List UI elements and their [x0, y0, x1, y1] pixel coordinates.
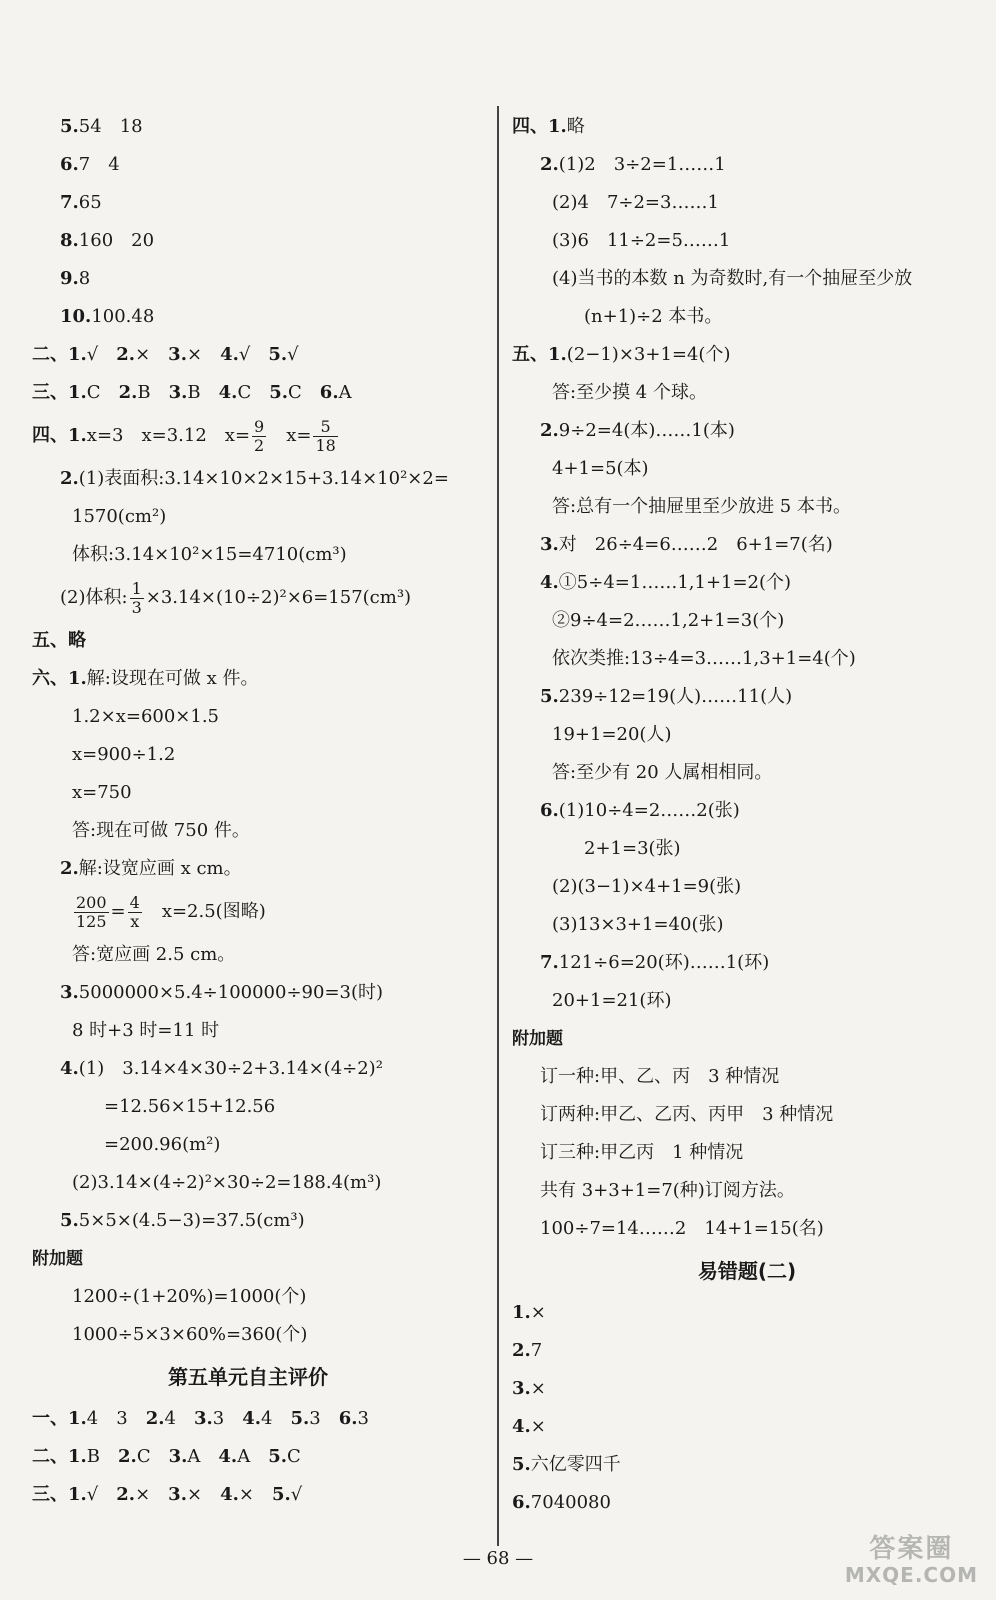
answer-text: 5000000×5.4÷100000÷90=3(时) [78, 982, 384, 1003]
fraction-numerator: 5 [313, 418, 337, 437]
item-number: 4. [60, 1058, 79, 1079]
item-number: 五、略 [32, 630, 86, 651]
answer-text: 易错题(二) [697, 1259, 797, 1283]
item-number: 4. [218, 1446, 238, 1467]
answer-text: × [530, 1302, 546, 1323]
answer-text: 19+1=20(人) [552, 724, 672, 745]
item-number: 5. [271, 1484, 291, 1505]
answer-line [512, 754, 982, 792]
item-number: 6. [512, 1492, 531, 1513]
answer-text: 答:宽应画 2.5 cm。 [72, 944, 236, 965]
item-number: 三、1. [32, 1484, 87, 1505]
answer-text: C [287, 1446, 301, 1467]
answer-text: C [237, 382, 270, 403]
item-number: 2. [116, 344, 136, 365]
answer-text: 对 26÷4=6……2 6+1=7(名) [558, 534, 833, 555]
item-number: 4. [220, 1484, 239, 1505]
answer-text: x=3 x=3.12 x= [86, 425, 251, 446]
answer-line [512, 792, 982, 830]
item-number: 5. [268, 1446, 287, 1467]
fraction-numerator: 1 [131, 578, 142, 598]
answer-text: 54 18 [78, 116, 143, 137]
item-number: 2. [118, 382, 138, 403]
answer-line [8, 1400, 488, 1438]
item-number: 6. [540, 800, 559, 821]
item-number: 2. [540, 154, 559, 175]
answer-line [8, 1088, 488, 1126]
answer-line [8, 1476, 488, 1514]
watermark-url: MXQE.COM [844, 1563, 978, 1587]
answer-line [512, 868, 982, 906]
answer-text: 160 20 [78, 230, 155, 251]
answer-line [8, 1164, 488, 1202]
item-number: 9. [60, 268, 79, 289]
item-number: 2. [145, 1408, 165, 1429]
item-number: 2. [116, 1484, 136, 1505]
answer-text: (n+1)÷2 本书。 [584, 306, 723, 327]
answer-line [8, 1316, 488, 1354]
answer-line [8, 1278, 488, 1316]
item-number: 5. [512, 1454, 531, 1475]
answer-text: × [530, 1416, 546, 1437]
answer-text: (1) 3.14×4×30÷2+3.14×(4÷2)² [78, 1058, 383, 1079]
answer-text: 体积:3.14×10²×15=4710(cm³) [72, 544, 347, 565]
answer-line [8, 536, 488, 574]
answer-text: B [86, 1446, 119, 1467]
item-number: 5. [60, 1210, 79, 1231]
item-number: 3. [168, 344, 187, 365]
answer-text: 1000÷5×3×60%=360(个) [72, 1324, 308, 1345]
answer-line [8, 460, 488, 498]
answer-line [8, 622, 488, 660]
answer-line [512, 1058, 982, 1096]
answer-line [512, 146, 982, 184]
answer-line [8, 736, 488, 774]
item-number: 7. [60, 192, 79, 213]
answer-line [8, 260, 488, 298]
answer-line [8, 498, 488, 536]
answer-line [8, 574, 488, 622]
answer-text: 1570(cm²) [72, 506, 167, 527]
answer-line [512, 184, 982, 222]
answer-line [8, 850, 488, 888]
answer-text: ×3.14×(10÷2)²×6=157(cm³) [145, 587, 412, 608]
answer-text: x= [268, 425, 312, 446]
answer-text: 1200÷(1+20%)=1000(个) [72, 1286, 307, 1307]
item-number: 6. [319, 382, 339, 403]
answer-line [8, 336, 488, 374]
answer-text: 答:至少摸 4 个球。 [552, 382, 707, 403]
answer-line [512, 1370, 982, 1408]
section-heading [512, 1248, 982, 1294]
item-number: 4. [218, 382, 238, 403]
item-number: 10. [60, 306, 92, 327]
answer-text: 第五单元自主评价 [168, 1365, 328, 1389]
answer-text: 4 [164, 1408, 194, 1429]
answer-line [512, 678, 982, 716]
item-number: 3. [168, 382, 188, 403]
answer-text: (4)当书的本数 n 为奇数时,有一个抽屉至少放 [552, 268, 913, 289]
left-column [8, 108, 488, 1514]
answer-text: 7040080 [530, 1492, 611, 1513]
column-divider [497, 106, 499, 1546]
answer-text: 3 [357, 1408, 369, 1429]
answer-text: C [136, 1446, 169, 1467]
item-number: 4. [540, 572, 559, 593]
answer-line [8, 812, 488, 850]
answer-text: (3)13×3+1=40(张) [552, 914, 724, 935]
watermark-logo [845, 1535, 978, 1586]
answer-text: (2)3.14×(4÷2)²×30÷2=188.4(m³) [72, 1172, 382, 1193]
answer-line [8, 222, 488, 260]
item-number: 7. [540, 952, 559, 973]
answer-text: 共有 3+3+1=7(种)订阅方法。 [540, 1180, 795, 1201]
answer-text: √ [86, 344, 117, 365]
answer-text: 5×5×(4.5−3)=37.5(cm³) [78, 1210, 305, 1231]
answer-text: C [288, 382, 320, 403]
answer-text: × [186, 1484, 221, 1505]
answer-text: (3)6 11÷2=5……1 [552, 230, 731, 251]
answer-text: 答:至少有 20 人属相相同。 [552, 762, 773, 783]
answer-line [512, 1294, 982, 1332]
answer-line [512, 564, 982, 602]
answer-text: x=750 [72, 782, 132, 803]
right-column [512, 108, 982, 1522]
answer-line [512, 1096, 982, 1134]
answer-line [512, 374, 982, 412]
answer-line [8, 374, 488, 412]
answer-text: =12.56×15+12.56 [104, 1096, 276, 1117]
answer-line [512, 412, 982, 450]
answer-text: (1)10÷4=2……2(张) [558, 800, 740, 821]
answer-line [8, 184, 488, 222]
item-number: 5. [269, 382, 289, 403]
answer-text: (1)表面积:3.14×10×2×15+3.14×10²×2= [78, 468, 449, 489]
answer-line [512, 488, 982, 526]
answer-text: √ [287, 344, 299, 365]
answer-text: (1)2 3÷2=1……1 [558, 154, 726, 175]
answer-line [8, 108, 488, 146]
answer-text: × [238, 1484, 272, 1505]
answer-text: A [187, 1446, 219, 1467]
fraction [252, 418, 266, 455]
item-number: 2. [60, 858, 79, 879]
item-number: 6. [338, 1408, 358, 1429]
fraction [313, 418, 337, 455]
item-number: 2. [118, 1446, 137, 1467]
answer-text: 略 [566, 116, 585, 137]
answer-line [512, 260, 982, 298]
answer-text: x=2.5(图略) [143, 901, 266, 922]
answer-line [8, 298, 488, 336]
answer-text: × [135, 1484, 169, 1505]
fraction-numerator: 4 [129, 892, 140, 912]
answer-text: =200.96(m²) [104, 1134, 221, 1155]
answer-line [512, 1408, 982, 1446]
section-heading [8, 1354, 488, 1400]
answer-text: 解:设现在可做 x 件。 [86, 668, 259, 689]
item-number: 2. [60, 468, 79, 489]
answer-line [512, 982, 982, 1020]
answer-text: = [110, 901, 126, 922]
answer-text: × [530, 1378, 546, 1399]
answer-line [512, 336, 982, 374]
answer-text: 答:总有一个抽屉里至少放进 5 本书。 [552, 496, 851, 517]
item-number: 4. [512, 1416, 531, 1437]
item-number: 3. [193, 1408, 213, 1429]
answer-text: (2−1)×3+1=4(个) [566, 344, 731, 365]
fraction [128, 894, 142, 931]
item-number: 3. [512, 1378, 531, 1399]
answer-text: C [86, 382, 119, 403]
item-number: 6. [60, 154, 79, 175]
answer-line [512, 716, 982, 754]
fraction [130, 580, 144, 617]
answer-text: √ [290, 1484, 303, 1505]
item-number: 二、1. [32, 1446, 87, 1467]
answer-line [512, 1332, 982, 1370]
answer-line [8, 774, 488, 812]
answer-line [512, 1484, 982, 1522]
answer-text: 4 [261, 1408, 291, 1429]
answer-text: 2+1=3(张) [584, 838, 681, 859]
answer-text: 239÷12=19(人)……11(人) [558, 686, 793, 707]
answer-text: 121÷6=20(环)……1(环) [558, 952, 770, 973]
item-number: 8. [60, 230, 79, 251]
item-number: 4. [242, 1408, 261, 1429]
answer-text: 8 时+3 时=11 时 [72, 1020, 220, 1041]
answer-text: 100÷7=14……2 14+1=15(名) [540, 1218, 824, 1239]
answer-text: √ [86, 1484, 117, 1505]
answer-text: × [186, 344, 221, 365]
answer-line [8, 146, 488, 184]
answer-line [8, 1126, 488, 1164]
answer-line [8, 1012, 488, 1050]
answer-text: 订三种:甲乙丙 1 种情况 [540, 1142, 744, 1163]
fraction-denominator: 125 [76, 911, 107, 931]
answer-line [512, 526, 982, 564]
item-number: 四、1. [32, 425, 87, 446]
answer-line [512, 944, 982, 982]
item-number: 3. [540, 534, 559, 555]
answer-line [8, 660, 488, 698]
answer-text: 20+1=21(环) [552, 990, 672, 1011]
answer-text: (2)体积: [60, 587, 128, 608]
answer-line [8, 412, 488, 460]
item-number: 二、1. [32, 344, 87, 365]
answer-line [8, 974, 488, 1012]
fraction-denominator: x [130, 911, 140, 931]
fraction-denominator: 18 [315, 435, 336, 455]
item-number: 三、1. [32, 382, 87, 403]
answer-line [512, 640, 982, 678]
item-number: 一、1. [32, 1408, 87, 1429]
answer-text: 3 [309, 1408, 339, 1429]
answer-text: B [187, 382, 219, 403]
answer-text: A [237, 1446, 269, 1467]
answer-text: ②9÷4=2……1,2+1=3(个) [552, 610, 785, 631]
answer-text: 附加题 [512, 1029, 563, 1049]
fraction [74, 894, 109, 931]
item-number: 4. [220, 344, 239, 365]
answer-text: 六亿零四千 [530, 1454, 621, 1475]
item-number: 3. [168, 1446, 188, 1467]
answer-text: 1.2×x=600×1.5 [72, 706, 220, 727]
item-number: 五、1. [512, 344, 567, 365]
answer-text: 订两种:甲乙、乙丙、丙甲 3 种情况 [540, 1104, 834, 1125]
fraction-numerator: 9 [254, 416, 265, 436]
answer-line [8, 1050, 488, 1088]
item-number: 六、1. [32, 668, 87, 689]
answer-line [8, 888, 488, 936]
answer-text: 7 4 [78, 154, 120, 175]
answer-text: 附加题 [32, 1249, 83, 1269]
answer-line [512, 830, 982, 868]
answer-text: 4+1=5(本) [552, 458, 649, 479]
answer-text: 4 3 [86, 1408, 146, 1429]
answer-text: 65 [78, 192, 102, 213]
answer-text: 3 [212, 1408, 243, 1429]
answer-line [512, 1210, 982, 1248]
item-number: 2. [512, 1340, 531, 1361]
item-number: 5. [290, 1408, 310, 1429]
answer-text: (2)4 7÷2=3……1 [552, 192, 719, 213]
section-subheading [512, 1020, 982, 1058]
item-number: 2. [540, 420, 559, 441]
answer-text: 依次类推:13÷4=3……1,3+1=4(个) [552, 648, 856, 669]
answer-line [512, 298, 982, 336]
item-number: 5. [60, 116, 79, 137]
item-number: 3. [168, 1484, 187, 1505]
answer-line [8, 1438, 488, 1476]
answer-text: 8 [78, 268, 91, 289]
answer-line [512, 108, 982, 146]
fraction-denominator: 2 [254, 435, 265, 455]
item-number: 3. [60, 982, 79, 1003]
answer-text: 9÷2=4(本)……1(本) [558, 420, 735, 441]
item-number: 5. [540, 686, 559, 707]
section-subheading [8, 1240, 488, 1278]
answer-text: 7 [530, 1340, 543, 1361]
answer-line [512, 906, 982, 944]
watermark-text: 答案圈 [869, 1534, 954, 1565]
answer-line [512, 450, 982, 488]
answer-line [512, 602, 982, 640]
item-number: 5. [268, 344, 288, 365]
answer-text: x=900÷1.2 [72, 744, 176, 765]
answer-line [8, 698, 488, 736]
item-number: 1. [512, 1302, 531, 1323]
answer-text: A [338, 382, 352, 403]
answer-line [8, 936, 488, 974]
answer-text: 解:设宽应画 x cm。 [78, 858, 242, 879]
answer-text: 100.48 [91, 306, 155, 327]
item-number: 四、1. [512, 116, 567, 137]
answer-text: × [135, 344, 169, 365]
answer-line [512, 1446, 982, 1484]
answer-line [512, 222, 982, 260]
answer-text: ①5÷4=1……1,1+1=2(个) [558, 572, 792, 593]
answer-text: 答:现在可做 750 件。 [72, 820, 250, 841]
answer-line [512, 1134, 982, 1172]
page-number: — 68 — [462, 1548, 534, 1569]
answer-text: √ [238, 344, 269, 365]
answer-text: 订一种:甲、乙、丙 3 种情况 [540, 1066, 780, 1087]
fraction-numerator: 200 [76, 892, 107, 912]
fraction-denominator: 3 [131, 597, 142, 617]
answer-line [512, 1172, 982, 1210]
answer-line [8, 1202, 488, 1240]
answer-text: (2)(3−1)×4+1=9(张) [552, 876, 742, 897]
answer-text: B [137, 382, 169, 403]
